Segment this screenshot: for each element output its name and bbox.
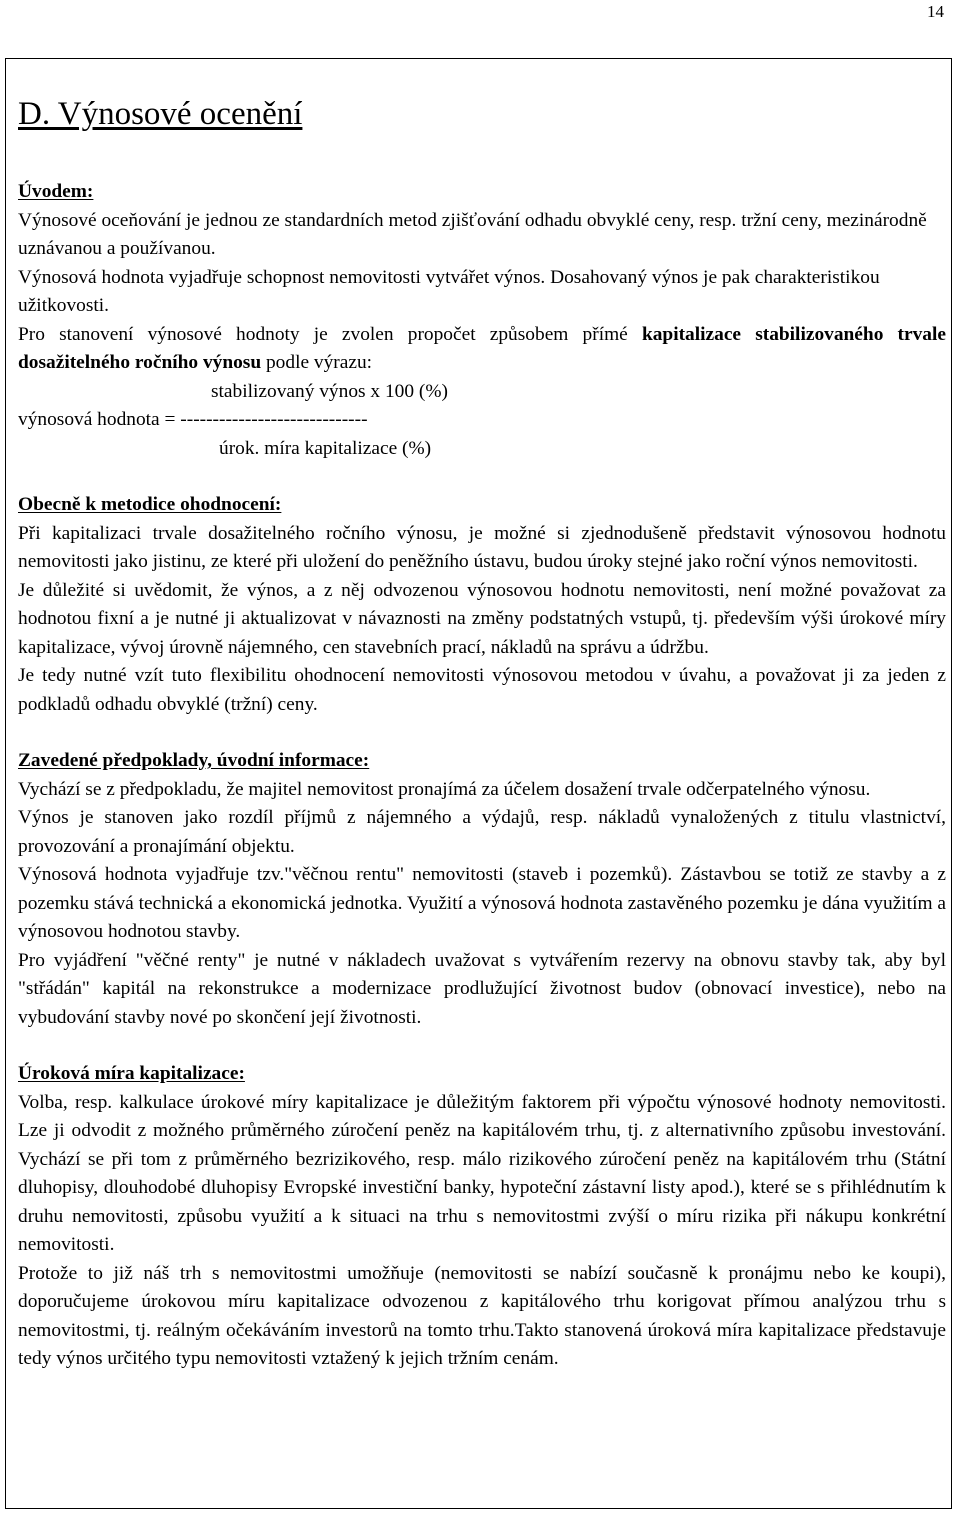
paragraph: Při kapitalizaci trvale dosažitelného ročního výnosu, je možné si zjednodušeně představit výnosovou hodnotu nemovitosti jako jistinu, ze které při uložení do peněžního ústavu, budou úroky stejné jako roční výnos nemovitosti. (18, 522, 946, 572)
paragraph: Výnosová hodnota vyjadřuje schopnost nemovitosti vytvářet výnos. Dosahovaný výnos je pak charakteristikou užitkovosti. (18, 266, 880, 316)
page-number: 14 (927, 2, 944, 21)
paragraph: Vychází se z předpokladu, že majitel nemovitost pronajímá za účelem dosažení trvale odčerpatelného výnosu. (18, 778, 871, 800)
section-intro (18, 178, 946, 463)
paragraph: Výnosové oceňování je jednou ze standardních metod zjišťování odhadu obvyklé ceny, resp. tržní ceny, mezinárodně uznávanou a používanou. (18, 209, 927, 259)
section-interest-rate (18, 1060, 946, 1374)
section-heading-assumptions: Zavedené předpoklady, úvodní informace: (18, 750, 370, 771)
paragraph: Výnosová hodnota vyjadřuje tzv."věčnou rentu" nemovitosti (staveb i pozemků). Zástavbou se totiž ze stavby a z pozemku stává technická a ekonomická jednotka. Využití a výnosová hodnota zastavěného pozemku je dána využitím a výnosovou hodnotou stavby. (18, 864, 946, 942)
paragraph: Je tedy nutné vzít tuto flexibilitu ohodnocení nemovitosti výnosovou metodou v úvahu, a považovat ji za jeden z podkladů odhadu obvyklé (tržní) ceny. (18, 665, 946, 715)
paragraph-kapitalizace (18, 321, 946, 378)
paragraph: Volba, resp. kalkulace úrokové míry kapitalizace je důležitým faktorem při výpočtu výnosové hodnoty nemovitosti. Lze ji odvodit z možného průměrného zúročení peněz na kapitálovém trhu, tj. z alternativního způsobu investování. Vychází se při tom z průměrného bezrizikového, resp. málo rizikového zúročení peněz na kapitálovém trhu (Státní dluhopisy, dlouhodobé dluhopisy Evropské investiční banky, hypoteční zástavní listy apod.), které se s přihlédnutím k druhu nemovitosti, způsobu využití a k situaci na trhu s nemovitostmi zvýší o míru rizika při nákupu konkrétní nemovitosti. (18, 1091, 946, 1255)
formula (18, 378, 946, 464)
bold-term: kapitalizace stabilizovaného trvale dosažitelného ročního výnosu (18, 323, 947, 373)
document-content (18, 94, 946, 1402)
section-heading-interest-rate: Úroková míra kapitalizace: (18, 1063, 245, 1084)
formula-numerator: stabilizovaný výnos x 100 (%) (211, 380, 448, 402)
formula-denominator: úrok. míra kapitalizace (%) (219, 437, 432, 459)
page-title: D. Výnosové ocenění (18, 96, 303, 132)
paragraph: Výnos je stanoven jako rozdíl příjmů z nájemného a výdajů, resp. nákladů vynaložených z titulu vlastnictví, provozování a pronajímání objektu. (18, 807, 946, 857)
section-assumptions (18, 747, 946, 1032)
section-heading-methodology: Obecně k metodice ohodnocení: (18, 494, 282, 515)
paragraph: Pro vyjádření "věčné renty" je nutné v nákladech uvažovat s vytvářením rezervy na obnovu stavby tak, aby byl "střádán" kapitál na rekonstrukce a modernizace prodlužující životnost budov (obnovací investice), nebo na vybudování stavby nové po skončení její životnosti. (18, 949, 946, 1028)
section-heading-intro: Úvodem: (18, 181, 94, 202)
text-run: Pro stanovení výnosové hodnoty je zvolen propočet způsobem přímé (18, 323, 642, 345)
paragraph: Je důležité si uvědomit, že výnos, a z něj odvozenou výnosovou hodnotu nemovitosti, není možné považovat za hodnotou fixní a je nutné ji aktualizovat v návaznosti na změny podstatných vstupů, tj. především výši úrokové míry kapitalizace, vývoj úrovně nájemného, cen stavebních prací, nákladů na správu a údržbu. (18, 579, 946, 658)
text-run: podle výrazu: (261, 352, 373, 373)
section-methodology (18, 491, 946, 719)
formula-lhs: výnosová hodnota = ----------------------------- (18, 409, 368, 430)
paragraph: Protože to již náš trh s nemovitostmi umožňuje (nemovitosti se nabízí současně k pronájmu nebo ke koupi), doporučujeme úrokovou míru kapitalizace odvozenou z kapitálového trhu korigovat přímou analýzou trhu s nemovitostmi, tj. reálným očekáváním investorů na tomto trhu.Takto stanovená úroková míra kapitalizace představuje tedy výnos určitého typu nemovitosti vztažený k jejich tržním cenám. (18, 1262, 946, 1369)
